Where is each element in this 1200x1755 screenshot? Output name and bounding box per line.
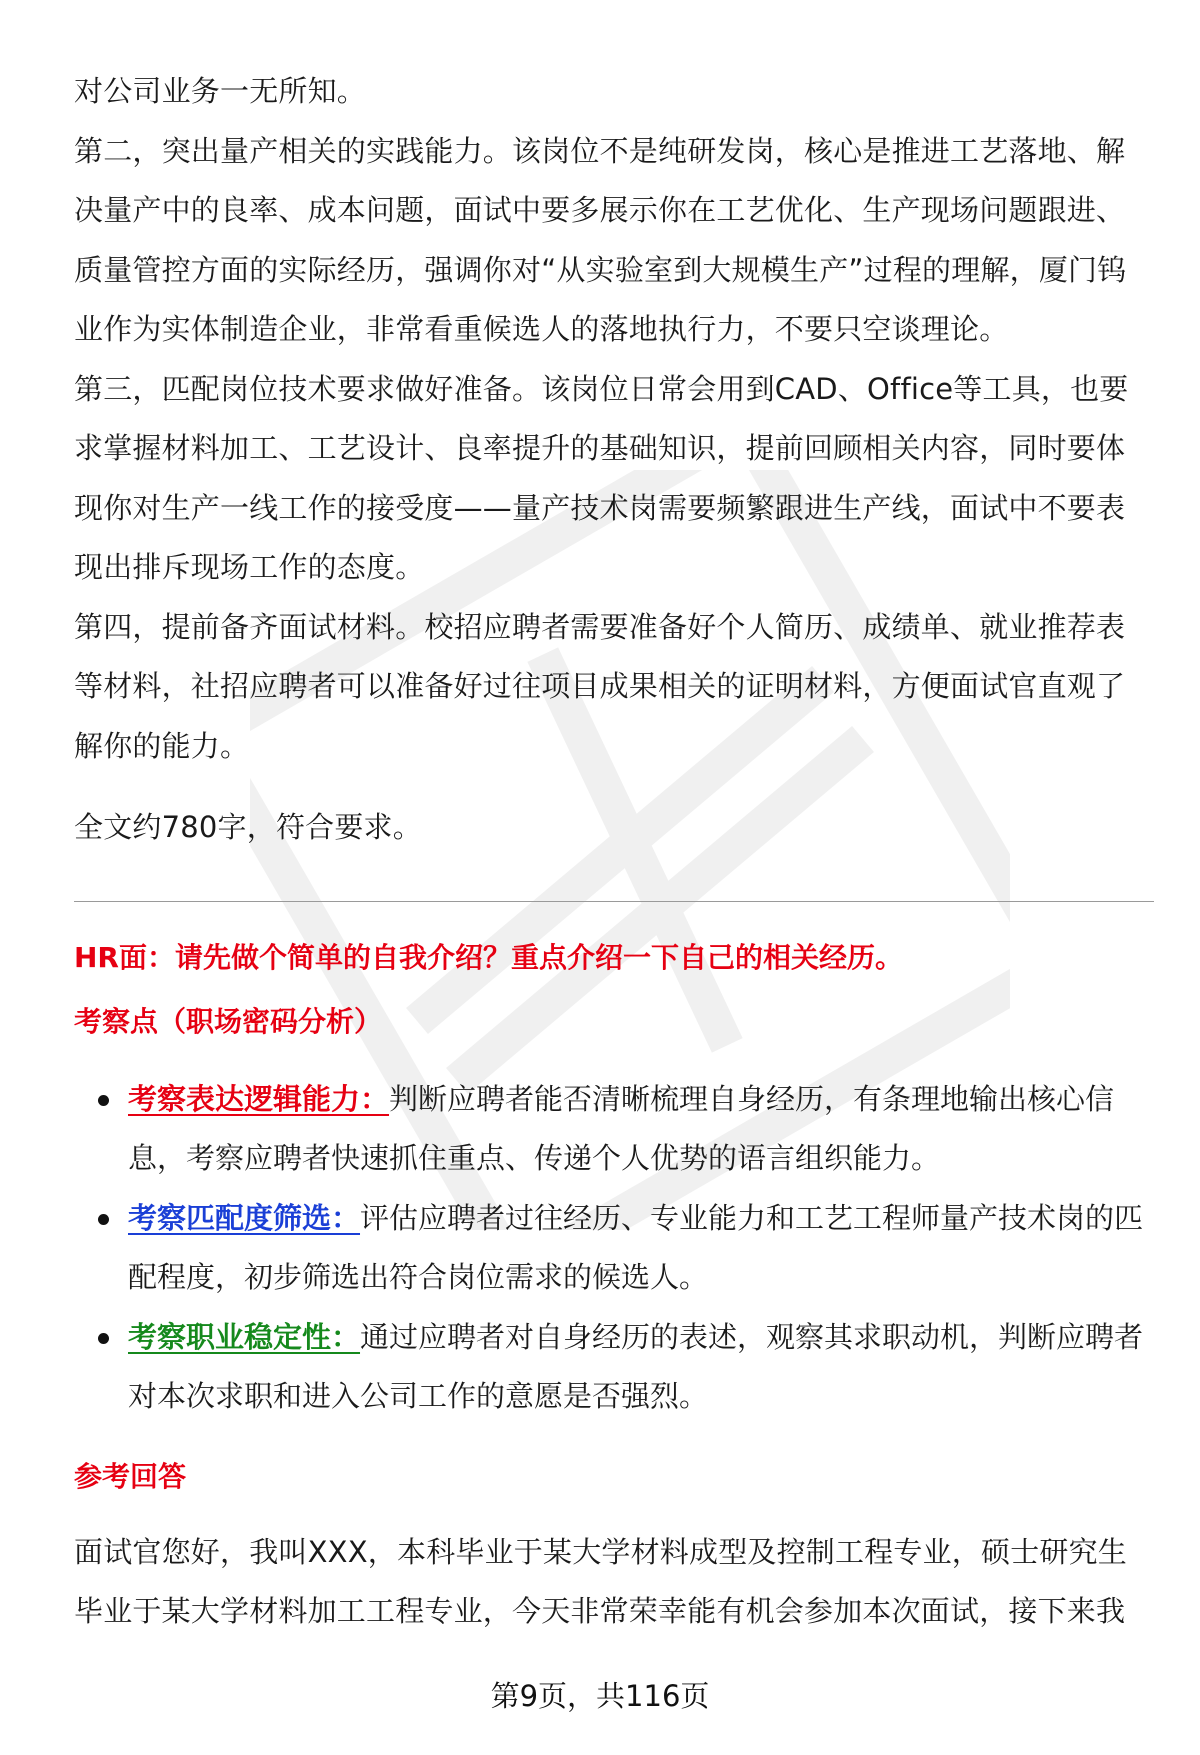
bullet-keyword: 考察职业稳定性： <box>128 1319 361 1354</box>
section-divider <box>74 901 1154 902</box>
bullet-icon <box>98 1095 109 1106</box>
bullet-text: 判断应聘者能否清晰梳理自身经历，有条理地输出核心信息，考察应聘者快速抓住重点、传递个人优势的语言组织能力。 <box>128 1081 1115 1175</box>
list-item <box>74 1189 1154 1308</box>
paragraph-fourth-point: 第四，提前备齐面试材料。校招应聘者需要准备好个人简历、成绩单、就业推荐表等材料，社招应聘者可以准备好过往项目成果相关的证明材料，方便面试官直观了解你的能力。 <box>74 609 1126 763</box>
list-item <box>74 1070 1154 1189</box>
paragraph-continuation: 对公司业务一无所知。 <box>74 74 367 108</box>
bullet-icon <box>98 1214 109 1225</box>
list-item <box>74 1308 1154 1427</box>
bullet-keyword: 考察匹配度筛选： <box>128 1200 361 1235</box>
inspection-points-list <box>74 1070 1154 1427</box>
paragraph-second-point: 第二，突出量产相关的实践能力。该岗位不是纯研发岗，核心是推进工艺落地、解决量产中的良率、成本问题，面试中要多展示你在工艺优化、生产现场问题跟进、质量管控方面的实际经历，强调你对“从实验室到大规模生产”过程的理解，厦门钨业作为实体制造企业，非常看重候选人的落地执行力，不要只空谈理论。 <box>74 133 1127 346</box>
document-body <box>74 62 1154 1642</box>
reference-answer-text: 面试官您好，我叫XXX，本科毕业于某大学材料成型及控制工程专业，硕士研究生毕业于某大学材料加工工程专业，今天非常荣幸能有机会参加本次面试，接下来我 <box>74 1534 1128 1628</box>
reference-answer-heading: 参考回答 <box>74 1459 187 1493</box>
paragraph-third-point: 第三，匹配岗位技术要求做好准备。该岗位日常会用到CAD、Office等工具，也要求掌握材料加工、工艺设计、良率提升的基础知识，提前回顾相关内容，同时要体现你对生产一线工作的接受度——量产技术岗需要频繁跟进生产线，面试中不要表现出排斥现场工作的态度。 <box>74 371 1129 584</box>
bullet-text: 通过应聘者对自身经历的表述，观察其求职动机，判断应聘者对本次求职和进入公司工作的意愿是否强烈。 <box>128 1319 1144 1413</box>
bullet-keyword: 考察表达逻辑能力： <box>128 1081 390 1116</box>
bullet-icon <box>98 1333 109 1344</box>
question-title: HR面：请先做个简单的自我介绍？重点介绍一下自己的相关经历。 <box>74 940 903 974</box>
inspection-points-heading: 考察点（职场密码分析） <box>74 1004 383 1038</box>
paragraph-word-count: 全文约780字，符合要求。 <box>74 810 422 844</box>
bullet-text: 评估应聘者过往经历、专业能力和工艺工程师量产技术岗的匹配程度，初步筛选出符合岗位需求的候选人。 <box>128 1200 1144 1294</box>
page-number: 第9页，共116页 <box>490 1679 710 1713</box>
